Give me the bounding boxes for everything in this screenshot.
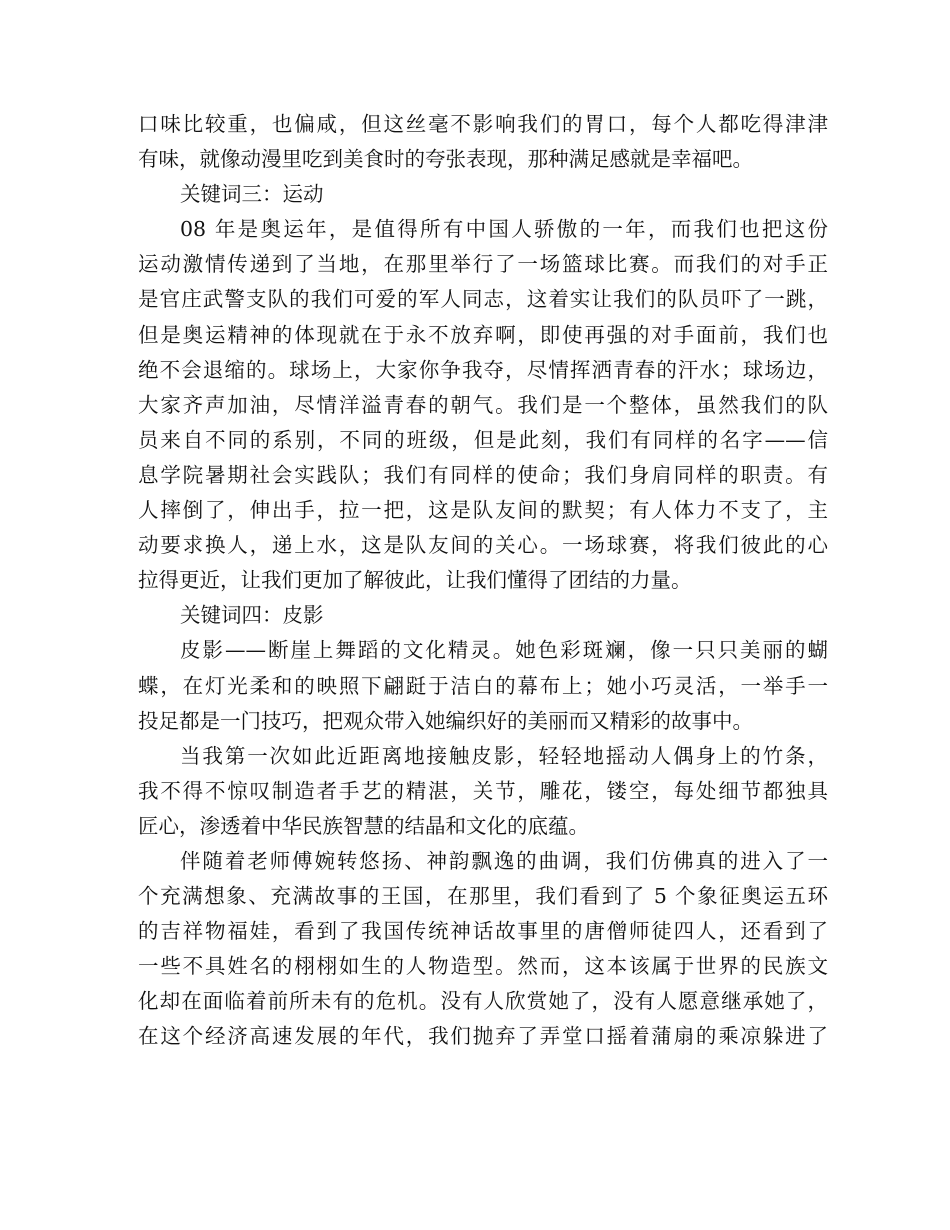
text-line: 一些不具姓名的栩栩如生的人物造型。然而，这本该属于世界的民族文	[138, 954, 828, 979]
text-line: 动要求换人，递上水，这是队友间的关心。一场球赛，将我们彼此的心	[138, 533, 828, 558]
text-line: 的吉祥物福娃，看到了我国传统神话故事里的唐僧师徒四人，还看到了	[138, 919, 828, 944]
text-line: 蝶，在灯光柔和的映照下翩跹于洁白的幕布上；她小巧灵活，一举手一	[138, 673, 828, 698]
body-text	[138, 107, 828, 1055]
text-line: 在这个经济高速发展的年代，我们抛弃了弄堂口摇着蒲扇的乘凉躲进了	[138, 1024, 828, 1049]
text-line: 绝不会退缩的。球场上，大家你争我夺，尽情挥洒青春的汗水；球场边，	[138, 357, 828, 382]
text-line: 关键词四：皮影	[180, 603, 324, 628]
text-line: 拉得更近，让我们更加了解彼此，让我们懂得了团结的力量。	[138, 568, 692, 593]
text-line: 但是奥运精神的体现就在于永不放弃啊，即使再强的对手面前，我们也	[138, 322, 828, 347]
text-line: 匠心，渗透着中华民族智慧的结晶和文化的底蕴。	[138, 813, 589, 838]
text-line: 关键词三：运动	[180, 182, 324, 207]
text-line: 有味，就像动漫里吃到美食时的夸张表现，那种满足感就是幸福吧。	[138, 147, 753, 172]
text-line: 员来自不同的系别，不同的班级，但是此刻，我们有同样的名字——信	[138, 427, 828, 452]
text-line: 投足都是一门技巧，把观众带入她编织好的美丽而又精彩的故事中。	[138, 708, 753, 733]
text-line: 皮影——断崖上舞蹈的文化精灵。她色彩斑斓，像一只只美丽的蝴	[180, 638, 828, 663]
text-line: 运动激情传递到了当地，在那里举行了一场篮球比赛。而我们的对手正	[138, 252, 828, 277]
text-line: 大家齐声加油，尽情洋溢青春的朝气。我们是一个整体，虽然我们的队	[138, 392, 828, 417]
text-line: 人摔倒了，伸出手，拉一把，这是队友间的默契；有人体力不支了，主	[138, 498, 828, 523]
text-line: 口味比较重，也偏咸，但这丝毫不影响我们的胃口，每个人都吃得津津	[138, 112, 828, 136]
text-line: 当我第一次如此近距离地接触皮影，轻轻地摇动人偶身上的竹条，	[180, 743, 828, 768]
text-line: 化却在面临着前所未有的危机。没有人欣赏她了，没有人愿意继承她了，	[138, 989, 828, 1014]
text-line: 08 年是奥运年，是值得所有中国人骄傲的一年，而我们也把这份	[180, 217, 828, 242]
text-line: 是官庄武警支队的我们可爱的军人同志，这着实让我们的队员吓了一跳，	[138, 287, 828, 312]
text-line: 个充满想象、充满故事的王国，在那里，我们看到了 5 个象征奥运五环	[138, 884, 828, 909]
text-line: 我不得不惊叹制造者手艺的精湛，关节，雕花，镂空，每处细节都独具	[138, 778, 828, 803]
text-line: 息学院暑期社会实践队；我们有同样的使命；我们身肩同样的职责。有	[138, 462, 828, 487]
text-line: 伴随着老师傅婉转悠扬、神韵飘逸的曲调，我们仿佛真的进入了一	[180, 848, 828, 873]
